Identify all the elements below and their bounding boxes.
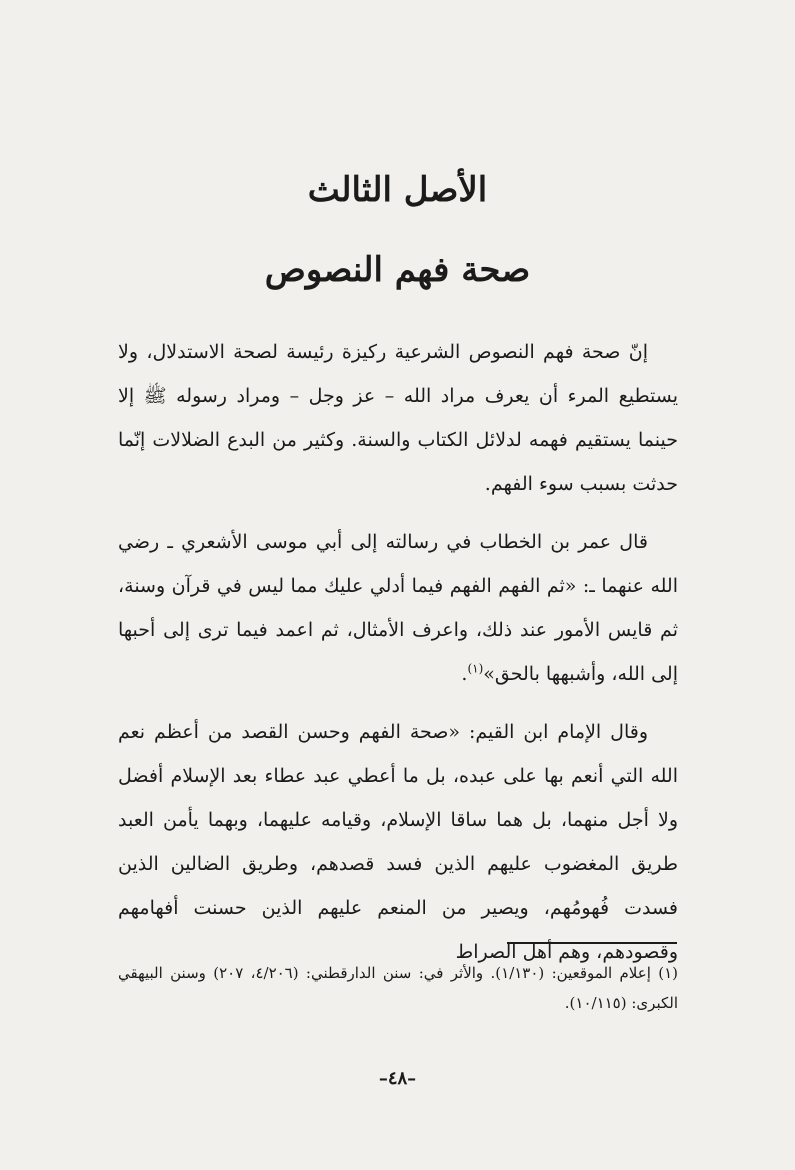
chapter-title: الأصل الثالث — [307, 170, 488, 210]
paragraph-1-text: إنّ صحة فهم النصوص الشرعية ركيزة رئيسة لصحة الاستدلال، ولا يستطيع المرء أن يعرف مراد الله – عز وجل – ومراد رسوله ﷺ إلا حينما يستقيم فهمه لدلائل الكتاب والسنة. وكثير من البدع الضلالات إنّما حدثت بسبب سوء الفهم. — [118, 341, 678, 495]
footnote-divider — [507, 942, 677, 944]
footnote-reference: (١) — [467, 661, 484, 676]
paragraph-3 — [118, 710, 678, 974]
paragraph-2-text: قال عمر بن الخطاب في رسالته إلى أبي موسى الأشعري ـ رضي الله عنهما ـ: «ثم الفهم الفهم فيما أدلي عليك مما ليس في قرآن وسنة، ثم قايس الأمور عند ذلك، واعرف الأمثال، ثم اعمد فيما ترى إلى أحبها إلى الله، وأشبهها بالحق» — [118, 531, 678, 685]
chapter-subtitle: صحة فهم النصوص — [264, 250, 531, 290]
footnote: (١) إعلام الموقعين: (١/١٣٠). والأثر في: سنن الدارقطني: (٤/٢٠٦، ٢٠٧) وسنن البيهقي الكبرى: (١٠/١١٥). — [118, 964, 678, 1012]
paragraph-3-text: وقال الإمام ابن القيم: «صحة الفهم وحسن القصد من أعظم نعم الله التي أنعم بها على عبده، بل ما أعطي عبد عطاء بعد الإسلام أفضل ولا أجل منهما، بل هما ساقا الإسلام، وقيامه عليهما، وبهما يأمن العبد طريق المغضوب عليهم الذين فسد قصدهم، وطريق الضالين الذين فسدت فُهومُهم، ويصير من المنعم عليهم الذين حسنت أفهامهم وقصودهم، وهم أهل الصراط — [118, 721, 678, 963]
page-number: –٤٨– — [378, 1068, 417, 1089]
body-text — [118, 330, 678, 988]
paragraph-1 — [118, 330, 678, 506]
paragraph-2 — [118, 520, 678, 696]
paragraph-2-tail: . — [461, 663, 468, 685]
